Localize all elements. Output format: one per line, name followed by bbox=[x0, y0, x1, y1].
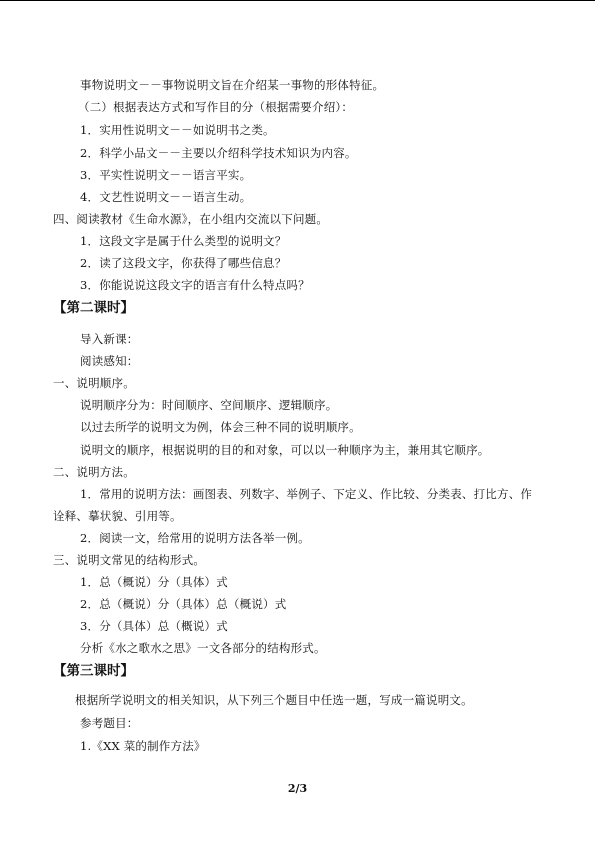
text-line: 1．常用的说明方法：画图表、列数字、举例子、下定义、作比较、分类表、打比方、作 bbox=[80, 487, 533, 501]
page-number: 2/3 bbox=[287, 782, 308, 795]
text-line: 阅读感知： bbox=[80, 354, 139, 368]
text-line: 3．你能说说这段文字的语言有什么特点吗？ bbox=[80, 278, 310, 292]
text-line: （二）根据表达方式和写作目的分（根据需要介绍）： bbox=[78, 100, 354, 114]
text-line: 诠释、摹状貌、引用等。 bbox=[53, 509, 182, 523]
text-line: 4．文艺性说明文－－语言生动。 bbox=[80, 190, 252, 204]
text-line: 3．分（具体）总（概说）式 bbox=[80, 619, 228, 633]
text-line: 2．科学小品文－－主要以介绍科学技术知识为内容。 bbox=[80, 146, 357, 160]
section-heading: 【第三课时】 bbox=[53, 663, 134, 679]
text-line: 1．总（概说）分（具体）式 bbox=[80, 575, 228, 589]
text-line: 二、说明方法。 bbox=[53, 465, 135, 479]
text-line: 1．实用性说明文－－如说明书之类。 bbox=[80, 123, 275, 137]
text-line: 2．总（概说）分（具体）总（概说）式 bbox=[80, 597, 287, 611]
section-heading: 【第二课时】 bbox=[53, 300, 134, 316]
top-border-line bbox=[0, 0, 595, 1]
text-line: 根据所学说明文的相关知识，从下列三个题目中任选一题，写成一篇说明文。 bbox=[75, 693, 473, 707]
text-line: 说明顺序分为：时间顺序、空间顺序、逻辑顺序。 bbox=[80, 398, 338, 412]
text-line: 说明文的顺序，根据说明的目的和对象，可以以一种顺序为主，兼用其它顺序。 bbox=[80, 443, 490, 457]
text-line: 导入新课： bbox=[80, 332, 139, 346]
text-line: 三、说明文常见的结构形式。 bbox=[53, 553, 206, 567]
text-line: 一、说明顺序。 bbox=[53, 376, 135, 390]
text-line: 以过去所学的说明文为例，体会三种不同的说明顺序。 bbox=[80, 420, 361, 434]
text-line: 分析《水之歌水之思》一文各部分的结构形式。 bbox=[80, 641, 326, 655]
text-line: 事物说明文－－事物说明文旨在介绍某一事物的形体特征。 bbox=[80, 78, 385, 92]
text-line: 1.《XX 菜的制作方法》 bbox=[80, 739, 206, 753]
text-line: 2．阅读一文，给常用的说明方法各举一例。 bbox=[80, 531, 310, 545]
text-line: 3．平实性说明文－－语言平实。 bbox=[80, 168, 252, 182]
text-line: 四、阅读教材《生命水源》，在小组内交流以下问题。 bbox=[53, 212, 329, 226]
text-line: 1．这段文字是属于什么类型的说明文？ bbox=[80, 234, 287, 248]
text-line: 2．读了这段文字，你获得了哪些信息？ bbox=[80, 256, 287, 270]
text-line: 参考题目： bbox=[80, 716, 139, 730]
